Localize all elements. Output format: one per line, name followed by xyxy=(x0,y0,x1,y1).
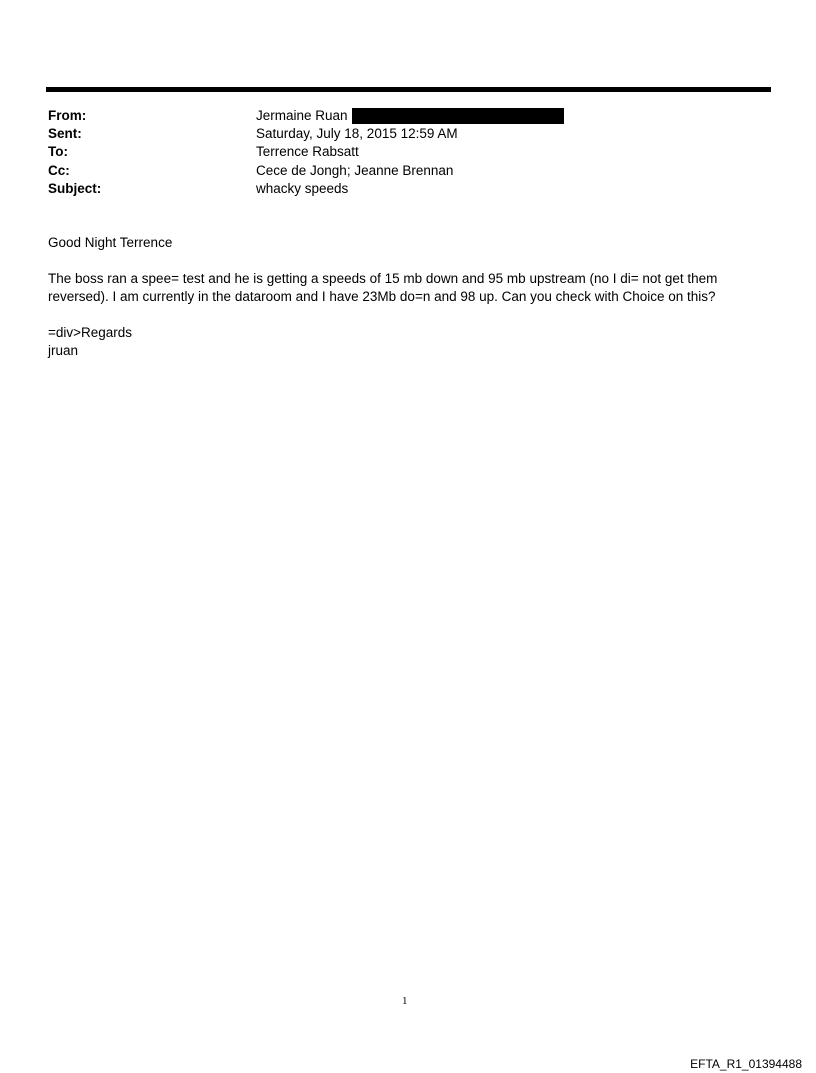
message-paragraph xyxy=(48,270,748,306)
signature: jruan xyxy=(48,343,79,358)
page-number: 1 xyxy=(402,995,408,1007)
email-header xyxy=(48,107,748,198)
subject-label: Subject: xyxy=(48,180,102,196)
to-label: To: xyxy=(48,144,68,160)
message-line-2: reversed). I am currently in the dataroom and I have 23Mb do=n and 98 up. Can you check with Choice on this? xyxy=(48,289,716,304)
from-label: From: xyxy=(48,108,87,123)
sent-value: Saturday, July 18, 2015 12:59 AM xyxy=(256,126,458,142)
closing: =div>Regards xyxy=(48,325,133,340)
header-divider xyxy=(46,87,771,92)
cc-label: Cc: xyxy=(48,162,70,178)
sent-label: Sent: xyxy=(48,126,82,142)
sign-off xyxy=(48,324,748,360)
cc-value: Cece de Jongh; Jeanne Brennan xyxy=(256,162,454,178)
from-row xyxy=(48,107,748,125)
subject-row xyxy=(48,180,748,198)
subject-value: whacky speeds xyxy=(256,180,349,196)
from-name: Jermaine Ruan xyxy=(256,108,348,123)
from-value xyxy=(256,107,564,125)
sent-row xyxy=(48,125,748,143)
redaction-box xyxy=(352,108,564,124)
to-value: Terrence Rabsatt xyxy=(256,144,359,160)
email-body xyxy=(48,234,748,378)
greeting: Good Night Terrence xyxy=(48,235,173,250)
to-row xyxy=(48,143,748,161)
bates-number: EFTA_R1_01394488 xyxy=(690,1057,802,1071)
cc-row xyxy=(48,162,748,180)
message-line-1: The boss ran a spee= test and he is getting a speeds of 15 mb down and 95 mb upstream (no I di= not get them xyxy=(48,271,718,286)
